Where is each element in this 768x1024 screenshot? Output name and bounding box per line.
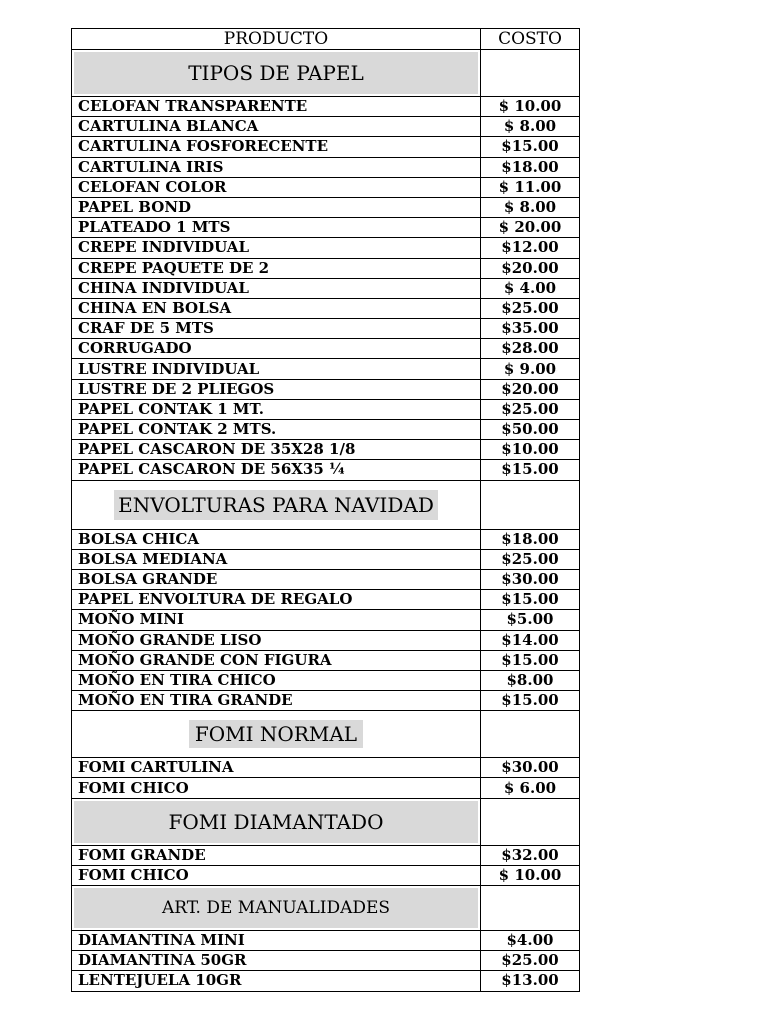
- product-row: [72, 137, 580, 157]
- product-price: $30.00: [481, 569, 580, 589]
- product-price: $15.00: [481, 590, 580, 610]
- product-price: $35.00: [481, 319, 580, 339]
- product-row: [72, 218, 580, 238]
- product-price: $15.00: [481, 137, 580, 157]
- product-row: [72, 197, 580, 217]
- product-row: [72, 298, 580, 318]
- product-name: CHINA EN BOLSA: [72, 298, 481, 318]
- product-price: $25.00: [481, 399, 580, 419]
- product-name: FOMI CARTULINA: [72, 758, 481, 778]
- product-name: BOLSA CHICA: [72, 529, 481, 549]
- section-header-row: [72, 798, 580, 845]
- product-name: CORRUGADO: [72, 339, 481, 359]
- product-column-header: PRODUCTO: [72, 29, 481, 50]
- product-row: [72, 758, 580, 778]
- product-row: [72, 650, 580, 670]
- product-row: [72, 931, 580, 951]
- product-price: $5.00: [481, 610, 580, 630]
- product-name: MOÑO EN TIRA GRANDE: [72, 691, 481, 711]
- product-name: CHINA INDIVIDUAL: [72, 278, 481, 298]
- product-name: BOLSA MEDIANA: [72, 549, 481, 569]
- product-row: [72, 778, 580, 798]
- product-row: [72, 319, 580, 339]
- section-title-band: [74, 888, 478, 928]
- product-price: $20.00: [481, 258, 580, 278]
- product-price: $4.00: [481, 931, 580, 951]
- product-price: $ 4.00: [481, 278, 580, 298]
- section-cost-cell: [481, 480, 580, 529]
- product-name: MOÑO MINI: [72, 610, 481, 630]
- product-price: $ 20.00: [481, 218, 580, 238]
- header-row: [72, 29, 580, 50]
- product-name: FOMI CHICO: [72, 778, 481, 798]
- product-name: DIAMANTINA 50GR: [72, 951, 481, 971]
- product-price: $32.00: [481, 845, 580, 865]
- product-name: PLATEADO 1 MTS: [72, 218, 481, 238]
- product-name: CREPE INDIVIDUAL: [72, 238, 481, 258]
- product-name: CELOFAN TRANSPARENTE: [72, 97, 481, 117]
- section-header-row: [72, 50, 580, 97]
- cost-column-header: COSTO: [481, 29, 580, 50]
- section-title-cell: [72, 886, 481, 931]
- product-price: $ 8.00: [481, 197, 580, 217]
- product-name: FOMI GRANDE: [72, 845, 481, 865]
- product-row: [72, 590, 580, 610]
- product-price: $15.00: [481, 460, 580, 480]
- product-name: PAPEL CASCARON DE 56X35 ¼: [72, 460, 481, 480]
- product-name: BOLSA GRANDE: [72, 569, 481, 589]
- product-price: $15.00: [481, 650, 580, 670]
- product-row: [72, 278, 580, 298]
- section-header-row: [72, 886, 580, 931]
- section-title: ART. DE MANUALIDADES: [161, 898, 391, 918]
- product-row: [72, 529, 580, 549]
- section-title: FOMI NORMAL: [189, 720, 363, 748]
- price-list-table: [71, 28, 580, 992]
- product-price: $8.00: [481, 670, 580, 690]
- product-name: DIAMANTINA MINI: [72, 931, 481, 951]
- product-price: $13.00: [481, 971, 580, 991]
- section-cost-cell: [481, 50, 580, 97]
- product-row: [72, 845, 580, 865]
- product-price: $50.00: [481, 420, 580, 440]
- product-name: FOMI CHICO: [72, 865, 481, 885]
- product-row: [72, 157, 580, 177]
- product-row: [72, 460, 580, 480]
- product-row: [72, 359, 580, 379]
- product-price: $25.00: [481, 951, 580, 971]
- product-price: $18.00: [481, 529, 580, 549]
- product-name: MOÑO EN TIRA CHICO: [72, 670, 481, 690]
- product-price: $10.00: [481, 440, 580, 460]
- section-title-band: [74, 713, 478, 755]
- product-row: [72, 549, 580, 569]
- product-name: CELOFAN COLOR: [72, 177, 481, 197]
- section-title-cell: [72, 798, 481, 845]
- section-title-cell: [72, 50, 481, 97]
- product-name: PAPEL CASCARON DE 35X28 1/8: [72, 440, 481, 460]
- product-price: $25.00: [481, 549, 580, 569]
- product-row: [72, 691, 580, 711]
- product-name: MOÑO GRANDE LISO: [72, 630, 481, 650]
- product-price: $20.00: [481, 379, 580, 399]
- product-row: [72, 951, 580, 971]
- product-name: CREPE PAQUETE DE 2: [72, 258, 481, 278]
- product-price: $ 8.00: [481, 117, 580, 137]
- product-row: [72, 238, 580, 258]
- product-row: [72, 117, 580, 137]
- section-header-row: [72, 711, 580, 758]
- section-title-band: [74, 483, 478, 527]
- product-price: $15.00: [481, 691, 580, 711]
- product-row: [72, 440, 580, 460]
- section-title: ENVOLTURAS PARA NAVIDAD: [114, 490, 438, 520]
- section-cost-cell: [481, 711, 580, 758]
- product-row: [72, 971, 580, 991]
- product-name: CARTULINA FOSFORECENTE: [72, 137, 481, 157]
- product-price: $28.00: [481, 339, 580, 359]
- product-row: [72, 97, 580, 117]
- section-cost-cell: [481, 886, 580, 931]
- section-title: FOMI DIAMANTADO: [168, 809, 384, 834]
- product-price: $14.00: [481, 630, 580, 650]
- product-price: $ 9.00: [481, 359, 580, 379]
- product-name: PAPEL ENVOLTURA DE REGALO: [72, 590, 481, 610]
- section-title-cell: [72, 480, 481, 529]
- section-title: TIPOS DE PAPEL: [188, 61, 364, 85]
- product-price: $ 10.00: [481, 865, 580, 885]
- product-row: [72, 399, 580, 419]
- product-row: [72, 630, 580, 650]
- product-name: CRAF DE 5 MTS: [72, 319, 481, 339]
- product-name: PAPEL CONTAK 1 MT.: [72, 399, 481, 419]
- product-row: [72, 865, 580, 885]
- product-price: $30.00: [481, 758, 580, 778]
- section-title-band: [74, 801, 478, 843]
- section-cost-cell: [481, 798, 580, 845]
- product-name: CARTULINA IRIS: [72, 157, 481, 177]
- product-row: [72, 670, 580, 690]
- product-name: MOÑO GRANDE CON FIGURA: [72, 650, 481, 670]
- product-name: LUSTRE DE 2 PLIEGOS: [72, 379, 481, 399]
- product-name: CARTULINA BLANCA: [72, 117, 481, 137]
- section-header-row: [72, 480, 580, 529]
- product-name: LENTEJUELA 10GR: [72, 971, 481, 991]
- product-price: $ 6.00: [481, 778, 580, 798]
- product-row: [72, 610, 580, 630]
- product-row: [72, 569, 580, 589]
- product-row: [72, 339, 580, 359]
- product-name: PAPEL CONTAK 2 MTS.: [72, 420, 481, 440]
- product-row: [72, 177, 580, 197]
- product-price: $18.00: [481, 157, 580, 177]
- product-row: [72, 258, 580, 278]
- price-list-body: [72, 50, 580, 992]
- product-price: $ 11.00: [481, 177, 580, 197]
- section-title-band: [74, 52, 478, 94]
- product-row: [72, 379, 580, 399]
- section-title-cell: [72, 711, 481, 758]
- product-price: $12.00: [481, 238, 580, 258]
- product-name: LUSTRE INDIVIDUAL: [72, 359, 481, 379]
- product-price: $ 10.00: [481, 97, 580, 117]
- product-row: [72, 420, 580, 440]
- product-name: PAPEL BOND: [72, 197, 481, 217]
- product-price: $25.00: [481, 298, 580, 318]
